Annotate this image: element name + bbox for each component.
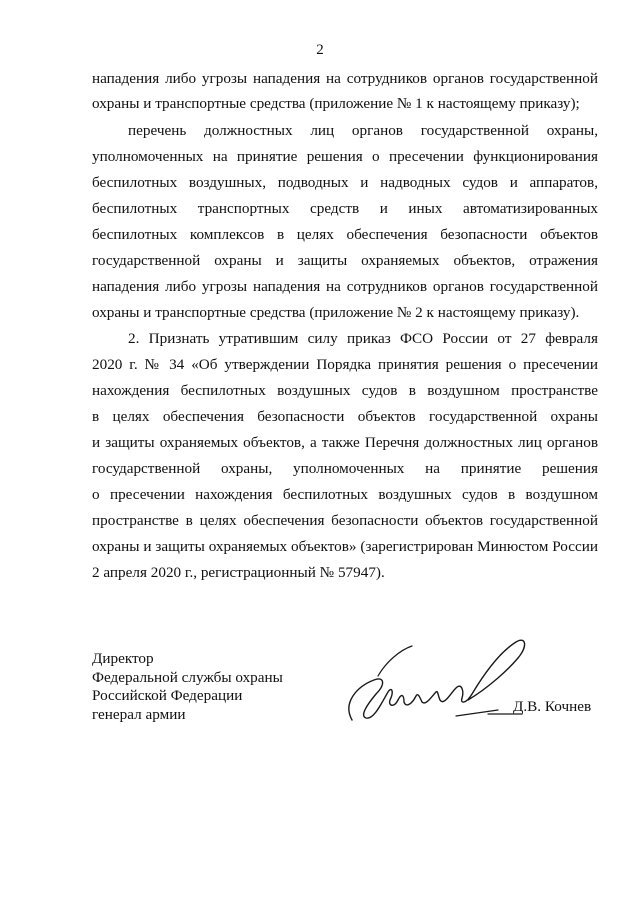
signatory-name: Д.В. Кочнев: [513, 698, 592, 715]
text-line: нападения либо угрозы нападения на сотрудников органов государственной: [92, 70, 598, 87]
text-line: охраны и транспортные средства (приложение № 1 к настоящему приказу);: [92, 95, 580, 112]
text-line: уполномоченных на принятие решения о пресечении функционирования: [92, 148, 598, 165]
text-line: в целях обеспечения безопасности объектов государственной охраны: [92, 408, 598, 425]
text-line: беспилотных воздушных, подводных и надводных судов и аппаратов,: [92, 174, 598, 191]
text-line: государственной охраны, уполномоченных на принятие решения: [92, 460, 598, 477]
text-line: 2 апреля 2020 г., регистрационный № 57947).: [92, 564, 385, 581]
text-line: беспилотных комплексов в целях обеспечения безопасности объектов: [92, 226, 598, 243]
signatory-title-line: генерал армии: [92, 705, 186, 723]
text-line: о пресечении нахождения беспилотных воздушных судов в воздушном: [92, 486, 598, 503]
text-line: пространстве в целях обеспечения безопасности объектов государственной: [92, 512, 598, 529]
text-line: государственной охраны и защиты охраняемых объектов, отражения: [92, 252, 598, 269]
signatory-title-line: Директор: [92, 650, 154, 667]
signatory-title-line: Российской Федерации: [92, 687, 243, 704]
text-line: 2. Признать утратившим силу приказ ФСО России от 27 февраля: [128, 330, 598, 347]
text-line: 2020 г. № 34 «Об утверждении Порядка принятия решения о пресечении: [92, 356, 598, 373]
handwritten-signature: [338, 632, 528, 732]
text-line: охраны и защиты охраняемых объектов» (зарегистрирован Минюстом России: [92, 538, 598, 555]
text-line: перечень должностных лиц органов государственной охраны,: [128, 122, 598, 139]
text-line: нахождения беспилотных воздушных судов в воздушном пространстве: [92, 382, 598, 399]
text-line: нападения либо угрозы нападения на сотрудников органов государственной: [92, 278, 598, 295]
page-number: 2: [316, 42, 324, 58]
text-line: беспилотных транспортных средств и иных автоматизированных: [92, 200, 598, 217]
text-line: охраны и транспортные средства (приложение № 2 к настоящему приказу).: [92, 304, 580, 321]
signatory-title-line: Федеральной службы охраны: [92, 668, 283, 686]
text-line: и защиты охраняемых объектов, а также Перечня должностных лиц органов: [92, 434, 598, 451]
signatory-title: [92, 650, 283, 724]
